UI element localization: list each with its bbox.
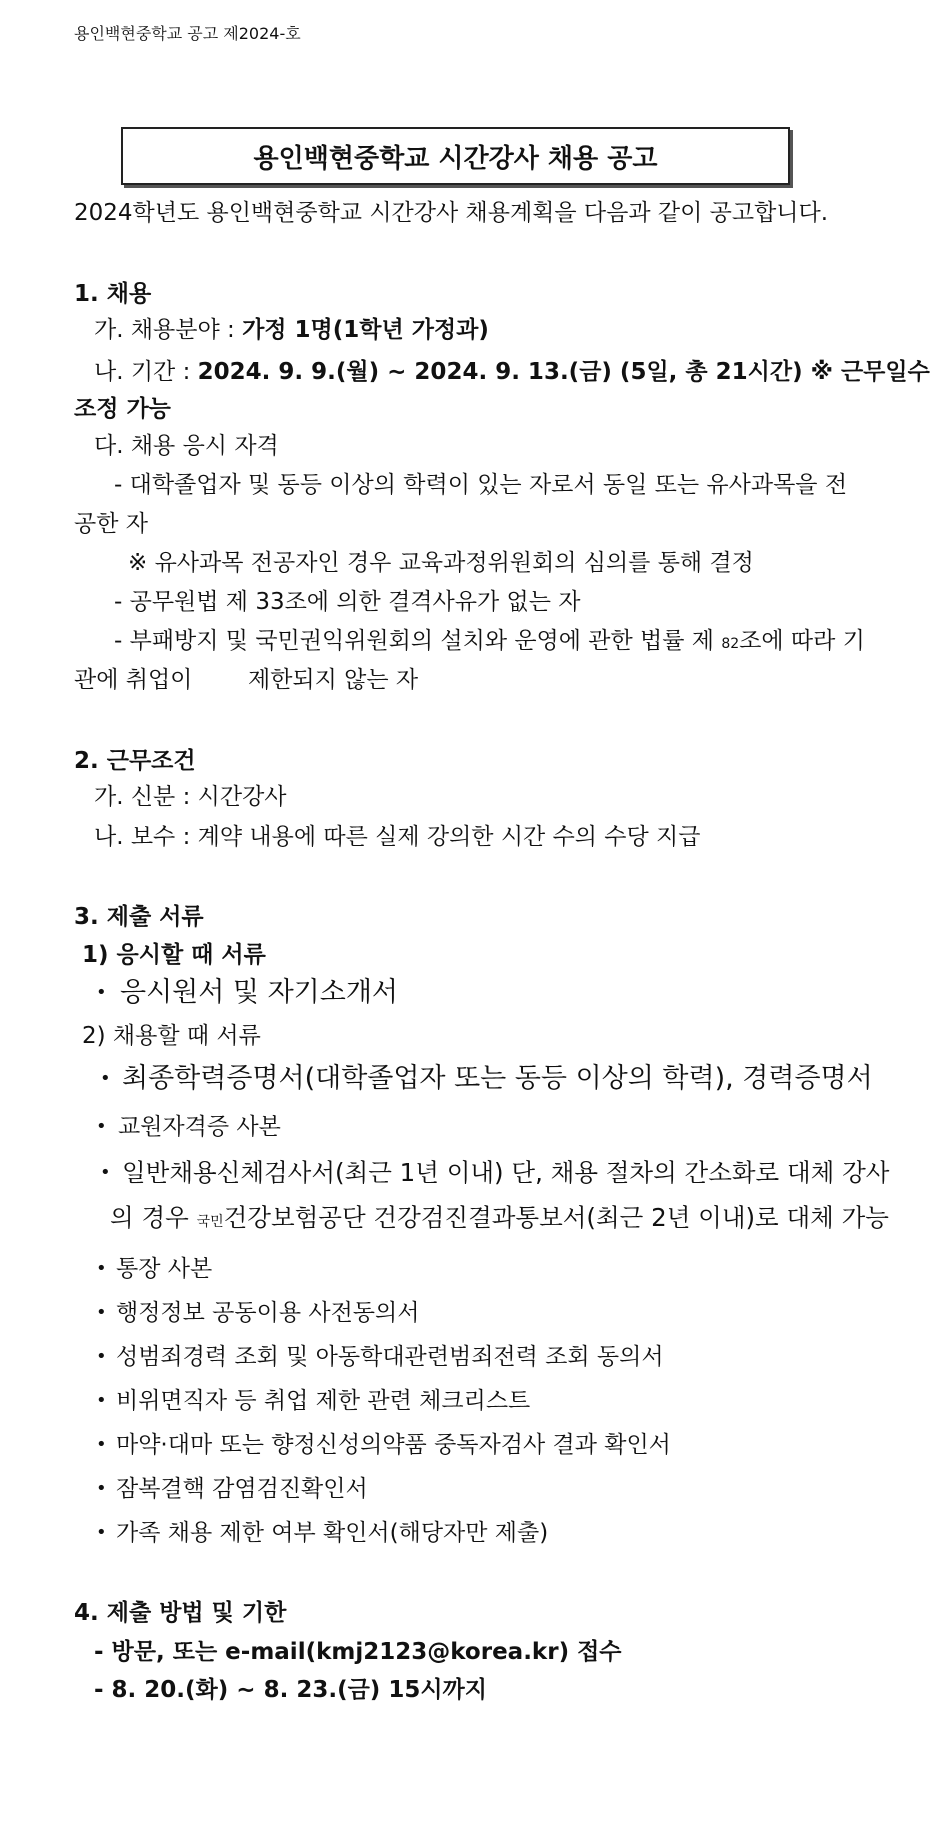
- bullet: •: [96, 1258, 107, 1279]
- s1-item-a: [94, 315, 489, 345]
- bullet: •: [100, 1162, 111, 1183]
- title-box: [121, 127, 790, 185]
- s3-list-item: 통장 사본: [116, 1256, 213, 1282]
- s3-item4: 일반채용신체검사서(최근 1년 이내) 단, 채용 절차의 간소화로 대체 강사: [122, 1158, 890, 1187]
- s3-list-item: 행정정보 공동이용 사전동의서: [116, 1300, 420, 1326]
- bullet: •: [96, 1390, 107, 1411]
- bullet: •: [96, 1116, 107, 1137]
- s1-c3-num: 82: [721, 636, 740, 652]
- s3-sub2: 2) 채용할 때 서류: [82, 1023, 261, 1049]
- s3-list-item: 가족 채용 제한 여부 확인서(해당자만 제출): [116, 1520, 549, 1546]
- section-4-heading: 4. 제출 방법 및 기한: [74, 1600, 287, 1626]
- bullet: •: [96, 1434, 107, 1455]
- s4-item-a: - 방문, 또는 e-mail(kmj2123@korea.kr) 접수: [94, 1639, 622, 1665]
- s1-b-label: 나. 기간 :: [94, 359, 198, 385]
- s3-list-item: 잠복결핵 감염검진확인서: [116, 1476, 368, 1502]
- s2-item-b: 나. 보수 : 계약 내용에 따른 실제 강의한 시간 수의 수당 지급: [94, 824, 701, 850]
- s1-c1: - 대학졸업자 및 동등 이상의 학력이 있는 자로서 동일 또는 유사과목을 전: [114, 472, 848, 498]
- s1-c3-pre: - 부패방지 및 국민권익위원회의 설치와 운영에 관한 법률 제: [114, 628, 722, 654]
- s3-item4-cont-a: 의 경우: [110, 1203, 197, 1232]
- s1-item-c-label: 다. 채용 응시 자격: [94, 433, 279, 459]
- s3-list-item: 성범죄경력 조회 및 아동학대관련범죄전력 조회 동의서: [116, 1344, 664, 1370]
- bullet: •: [96, 1522, 107, 1543]
- bullet: •: [96, 1302, 107, 1323]
- page-title: 용인백현중학교 시간강사 채용 공고: [253, 143, 658, 174]
- s3-item4-cont-b: 건강보험공단 건강검진결과통보서(최근 2년 이내)로 대체 가능: [223, 1203, 889, 1232]
- s1-a-label: 가. 채용분야 :: [94, 317, 243, 343]
- bullet: •: [96, 1346, 107, 1367]
- s1-c3-cont-a: 관에 취업이: [74, 667, 193, 693]
- s4-item-b: - 8. 20.(화) ~ 8. 23.(금) 15시까지: [94, 1677, 487, 1703]
- s1-b-value: 2024. 9. 9.(월) ~ 2024. 9. 13.(금) (5일, 총 21시간) ※ 근무일수: [197, 359, 930, 385]
- s1-c1-cont: 공한 자: [74, 511, 148, 537]
- s3-item4-cont: [110, 1203, 889, 1237]
- s3-sub1: 1) 응시할 때 서류: [82, 942, 266, 968]
- announcement-number: 용인백현중학교 공고 제2024-호: [74, 24, 301, 43]
- bullet: •: [96, 982, 107, 1003]
- s1-c3: [114, 626, 865, 659]
- s3-item4-cont-small: 국민: [196, 1214, 224, 1230]
- s1-c2: - 공무원법 제 33조에 의한 결격사유가 없는 자: [114, 589, 581, 615]
- s3-item2: 최종학력증명서(대학졸업자 또는 동등 이상의 학력), 경력증명서: [122, 1063, 873, 1094]
- s3-item1: 응시원서 및 자기소개서: [120, 977, 398, 1008]
- s3-item3: 교원자격증 사본: [118, 1114, 281, 1140]
- intro-text: 2024학년도 용인백현중학교 시간강사 채용계획을 다음과 같이 공고합니다.: [74, 200, 829, 226]
- s1-b-value-cont: 조정 가능: [74, 396, 171, 422]
- s1-item-b: [94, 357, 930, 387]
- s3-list-item: 마약·대마 또는 향정신성의약품 중독자검사 결과 확인서: [116, 1432, 671, 1458]
- bullet: •: [96, 1478, 107, 1499]
- s1-c3-post: 조에 따라 기: [739, 628, 865, 654]
- section-1-heading: 1. 채용: [74, 281, 152, 307]
- s1-c3-cont-b: 제한되지 않는 자: [248, 667, 419, 693]
- bullet: •: [100, 1068, 111, 1089]
- s1-a-value: 가정 1명(1학년 가정과): [242, 317, 489, 343]
- section-3-heading: 3. 제출 서류: [74, 904, 204, 930]
- section-2-heading: 2. 근무조건: [74, 748, 196, 774]
- s3-list-item: 비위면직자 등 취업 제한 관련 체크리스트: [116, 1388, 531, 1414]
- s1-c1-note: ※ 유사과목 전공자인 경우 교육과정위원회의 심의를 통해 결정: [128, 550, 754, 576]
- s2-item-a: 가. 신분 : 시간강사: [94, 784, 287, 810]
